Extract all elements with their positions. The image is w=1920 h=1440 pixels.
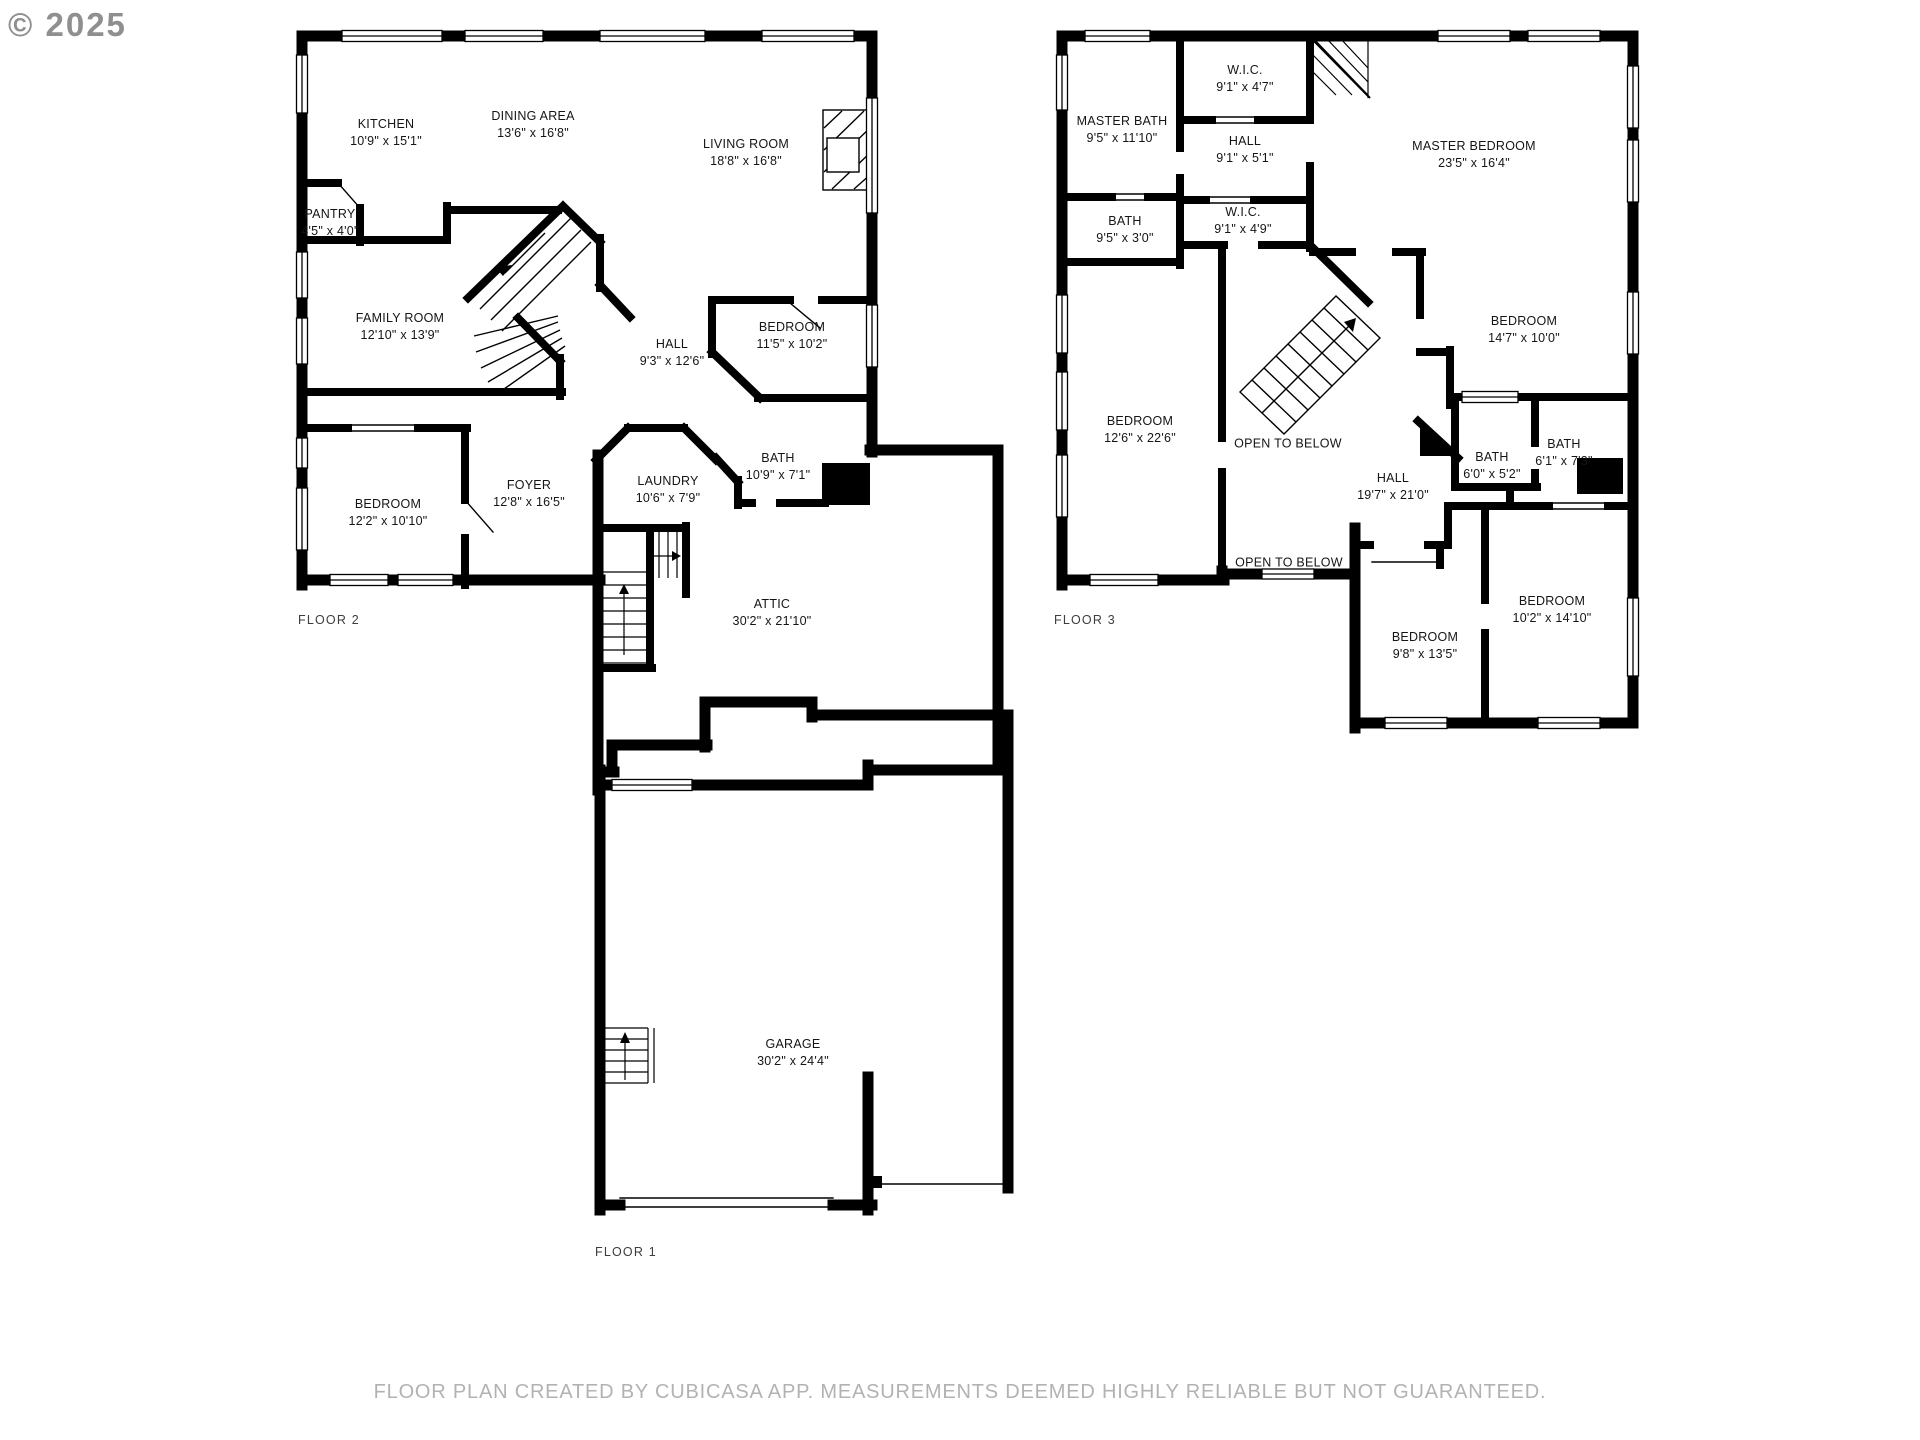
room-label-hall-f3a — [1216, 133, 1273, 167]
room-name: LAUNDRY — [637, 474, 699, 489]
room-name: ATTIC — [753, 597, 791, 612]
room-label-master-bedroom — [1412, 138, 1536, 172]
room-label-bedroom-f2a — [757, 319, 828, 353]
room-name: OPEN TO BELOW — [1234, 436, 1342, 451]
room-label-open-to-below-2 — [1235, 555, 1343, 572]
room-dims: 9'1" x 4'9" — [1214, 222, 1272, 236]
room-name: FOYER — [506, 478, 552, 493]
room-dims: 12'6" x 22'6" — [1104, 431, 1176, 445]
room-name: W.I.C. — [1225, 205, 1261, 220]
room-dims: 23'5" x 16'4" — [1438, 156, 1510, 170]
room-name: BEDROOM — [758, 320, 826, 335]
stairs-floor2-icon — [474, 218, 591, 394]
room-label-bedroom-f2b — [348, 496, 427, 530]
room-dims: 18'8" x 16'8" — [710, 154, 782, 168]
room-label-wic1 — [1216, 62, 1273, 96]
room-dims: 9'3" x 12'6" — [639, 354, 705, 368]
room-label-foyer — [493, 477, 565, 511]
room-label-hall-f3b — [1357, 470, 1429, 504]
room-label-bath-f3b — [1463, 449, 1520, 483]
room-name: FAMILY ROOM — [355, 311, 445, 326]
room-name: W.I.C. — [1227, 63, 1263, 78]
room-name: OPEN TO BELOW — [1235, 555, 1343, 570]
room-dims: 30'2" x 24'4" — [757, 1054, 829, 1068]
room-label-family-room — [356, 310, 444, 344]
room-label-kitchen — [350, 116, 422, 150]
copyright-watermark: © 2025 — [8, 6, 127, 43]
room-dims: 9'1" x 4'7" — [1216, 80, 1274, 94]
room-label-master-bath — [1077, 113, 1168, 147]
room-name: MASTER BATH — [1076, 114, 1168, 129]
room-name: BEDROOM — [1106, 414, 1174, 429]
room-label-bath-floor2 — [746, 450, 811, 484]
room-name: BATH — [1475, 450, 1509, 465]
room-dims: 9'5" x 3'0" — [1096, 231, 1154, 245]
room-dims: 9'1" x 5'1" — [1216, 151, 1274, 165]
room-name: BEDROOM — [354, 497, 422, 512]
room-dims: 10'9" x 7'1" — [745, 468, 811, 482]
floor1-walls — [600, 702, 1008, 1210]
room-name: BATH — [761, 451, 795, 466]
hatch-corner-icon — [1311, 38, 1370, 98]
room-label-bedroom-f3a — [1104, 413, 1176, 447]
room-dims: 10'9" x 15'1" — [350, 134, 422, 148]
room-dims: 9'5" x 11'10" — [1086, 131, 1158, 145]
room-label-wic2 — [1214, 204, 1271, 238]
room-dims: 11'5" x 10'2" — [756, 337, 828, 351]
room-dims: 12'2" x 10'10" — [348, 514, 428, 528]
room-label-attic — [732, 596, 811, 630]
room-dims: 4'5" x 4'0" — [301, 224, 359, 238]
room-dims: 10'2" x 14'10" — [1512, 611, 1592, 625]
room-label-laundry — [636, 473, 701, 507]
room-name: BATH — [1108, 214, 1142, 229]
room-label-living-room — [703, 136, 789, 170]
room-dims: 6'1" x 7'3" — [1535, 454, 1593, 468]
room-name: MASTER BEDROOM — [1412, 139, 1536, 154]
room-dims: 14'7" x 10'0" — [1488, 331, 1560, 345]
room-dims: 30'2" x 21'10" — [732, 614, 812, 628]
fireplace-icon — [823, 110, 872, 190]
room-name: HALL — [1376, 471, 1410, 486]
stairs-attic-icon — [600, 530, 677, 663]
room-dims: 13'6" x 16'8" — [497, 126, 569, 140]
wall-tab — [868, 1176, 882, 1188]
room-name: DINING AREA — [491, 109, 575, 124]
room-name: HALL — [655, 337, 689, 352]
room-dims: 6'0" x 5'2" — [1463, 467, 1521, 481]
room-name: PANTRY — [304, 207, 356, 222]
room-label-bedroom-f3b — [1488, 313, 1560, 347]
room-name: BEDROOM — [1490, 314, 1558, 329]
stairs-floor3-icon — [1240, 296, 1380, 434]
room-label-bath-f3c — [1535, 436, 1592, 470]
room-label-hall-floor2 — [640, 336, 705, 370]
room-name: BATH — [1547, 437, 1581, 452]
stair-arrow — [620, 1032, 630, 1043]
chimney-block-floor2 — [822, 463, 870, 505]
room-label-open-to-below-1 — [1234, 436, 1342, 453]
room-label-garage — [757, 1036, 829, 1070]
room-dims: 19'7" x 21'0" — [1357, 488, 1429, 502]
room-dims: 9'8" x 13'5" — [1392, 647, 1458, 661]
room-name: GARAGE — [765, 1037, 821, 1052]
room-label-dining-area — [491, 108, 574, 142]
floor2-label: FLOOR 2 — [298, 613, 360, 627]
room-name: LIVING ROOM — [702, 137, 790, 152]
room-name: BEDROOM — [1391, 630, 1459, 645]
room-dims: 12'10" x 13'9" — [360, 328, 440, 342]
room-label-bedroom-f3c — [1392, 629, 1458, 663]
room-name: HALL — [1228, 134, 1262, 149]
floor1-label: FLOOR 1 — [595, 1245, 657, 1259]
stairs-floor1-icon — [602, 1028, 654, 1083]
room-label-bedroom-f3d — [1512, 593, 1591, 627]
floor3-label: FLOOR 3 — [1054, 613, 1116, 627]
room-dims: 12'8" x 16'5" — [493, 495, 565, 509]
room-label-bath-f3a — [1096, 213, 1153, 247]
room-name: KITCHEN — [357, 117, 415, 132]
room-dims: 10'6" x 7'9" — [635, 491, 701, 505]
room-label-pantry — [301, 206, 358, 240]
room-name: BEDROOM — [1518, 594, 1586, 609]
footer-disclaimer: FLOOR PLAN CREATED BY CUBICASA APP. MEASUREMENTS DEEMED HIGHLY RELIABLE BUT NOT GUARANTEED. — [373, 1381, 1547, 1403]
